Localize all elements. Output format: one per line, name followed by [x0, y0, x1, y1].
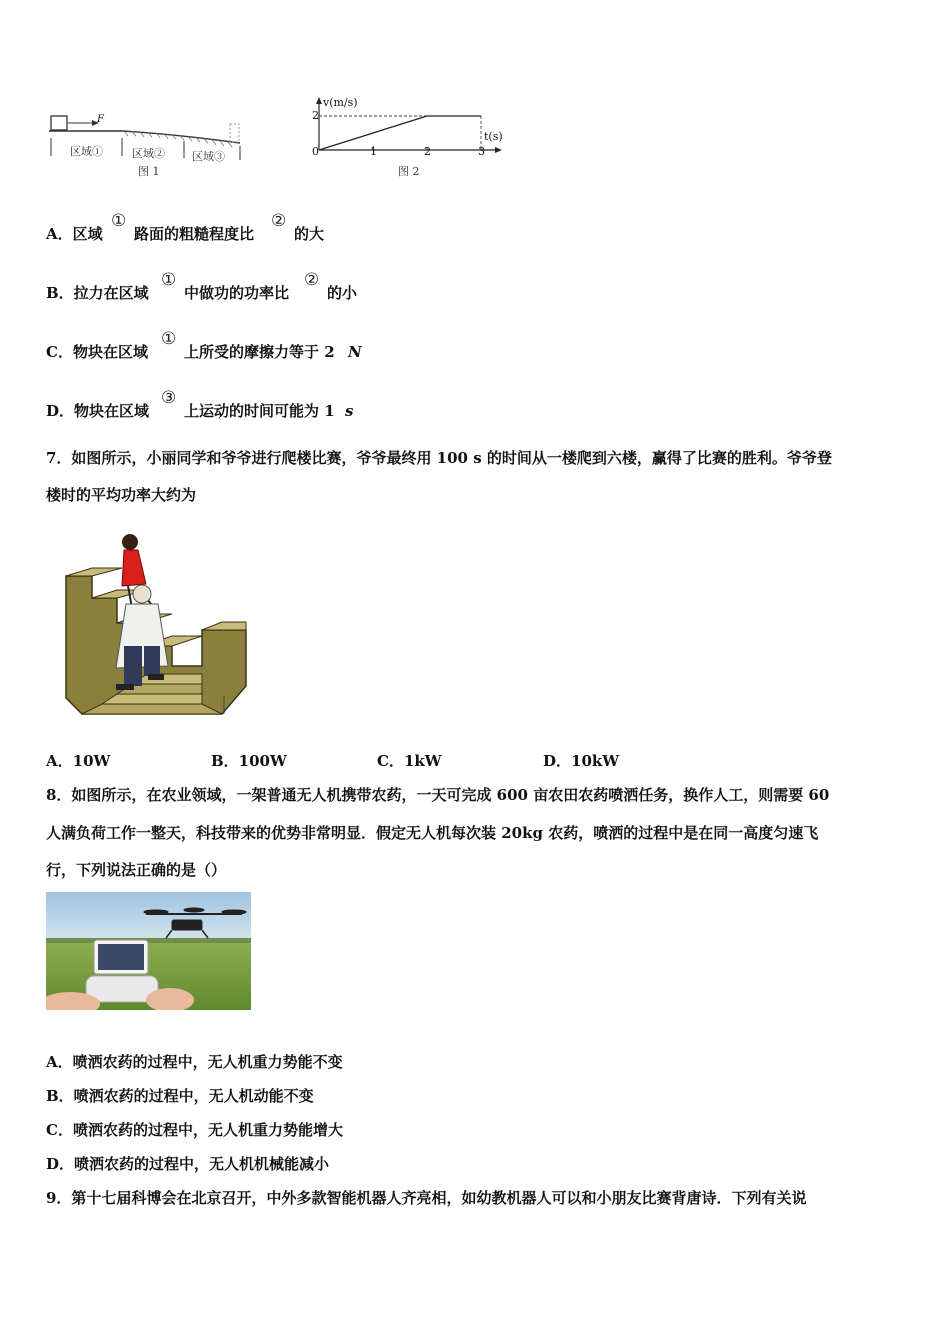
q8-stem-line-1: 8．如图所示，在农业领域，一架普通无人机携带农药，一天可完成 600 亩农田农药喷洒任务，换作人工，则需要 60	[46, 786, 830, 804]
q6-option-b-mid: 中做功的功率比	[184, 284, 290, 302]
fig2-y-tick-2: 2	[312, 109, 319, 122]
fig1-zone-3-label: 区域③	[192, 150, 225, 163]
q6-option-d-unit: s	[345, 402, 354, 420]
q8-stem-line-3: 行，下列说法正确的是（）	[46, 861, 227, 879]
fig2-x-tick-0: 0	[312, 145, 319, 158]
q6-option-c-unit: N	[348, 343, 362, 361]
fig1-force-label: F	[97, 114, 104, 125]
fig1-caption: 图 1	[138, 165, 160, 178]
q9-stem-line-1: 9．第十七届科博会在北京召开，中外多款智能机器人齐亮相，如幼教机器人可以和小朋友比赛背唐诗．下列有关说	[46, 1189, 807, 1207]
fig2-y-axis-label: v(m/s)	[323, 96, 358, 109]
q8-option-c: C．喷洒农药的过程中，无人机重力势能增大	[46, 1121, 343, 1139]
q6-option-a-prefix: A．区域	[46, 225, 103, 243]
fig1-zone-2-label: 区域②	[132, 147, 165, 160]
q7-option-c: C．1kW	[377, 752, 442, 770]
q6-option-c-mid: 上所受的摩擦力等于 2	[184, 343, 335, 361]
q6-option-d-prefix: D．物块在区域	[46, 402, 150, 420]
q6-option-b-suffix: 的小	[327, 284, 358, 302]
q6-option-a-mid: 路面的粗糙程度比	[134, 225, 255, 243]
q8-stem-line-2: 人满负荷工作一整天，科技带来的优势非常明显．假定无人机每次装 20kg 农药，喷洒的过程中是在同一高度匀速飞	[46, 824, 819, 842]
circled-1-icon: ①	[111, 211, 127, 231]
fig2-x-tick-1: 1	[370, 145, 377, 158]
q7-option-d: D．10kW	[543, 752, 620, 770]
q6-option-a-suffix: 的大	[294, 225, 325, 243]
circled-1-icon: ①	[161, 329, 177, 349]
q8-option-b: B．喷洒农药的过程中，无人机动能不变	[46, 1087, 314, 1105]
stair-climbing-illustration	[62, 528, 250, 718]
q7-stem-line-2: 楼时的平均功率大约为	[46, 486, 197, 504]
circled-3-icon: ③	[161, 388, 177, 408]
q7-stem-line-1: 7．如图所示，小丽同学和爷爷进行爬楼比赛，爷爷最终用 100 s 的时间从一楼爬到六楼，赢得了比赛的胜利。爷爷登	[46, 449, 832, 467]
circled-2-icon: ②	[271, 211, 287, 231]
q6-option-b-prefix: B．拉力在区域	[46, 284, 149, 302]
q8-option-a: A．喷洒农药的过程中，无人机重力势能不变	[46, 1053, 343, 1071]
fig1-zone-1-label: 区域①	[70, 145, 103, 158]
circled-1-icon: ①	[161, 270, 177, 290]
fig2-x-tick-3: 3	[478, 145, 485, 158]
q7-option-a: A．10W	[46, 752, 111, 770]
q7-option-b: B．100W	[211, 752, 287, 770]
drone-field-photo	[46, 892, 251, 1010]
fig2-x-tick-2: 2	[424, 145, 431, 158]
q6-option-d-mid: 上运动的时间可能为 1	[184, 402, 335, 420]
circled-2-icon: ②	[304, 270, 320, 290]
q8-option-d: D．喷洒农药的过程中，无人机机械能减小	[46, 1155, 330, 1173]
q6-option-c-prefix: C．物块在区域	[46, 343, 148, 361]
fig2-caption: 图 2	[398, 165, 420, 178]
fig2-x-axis-label: t(s)	[484, 130, 503, 143]
